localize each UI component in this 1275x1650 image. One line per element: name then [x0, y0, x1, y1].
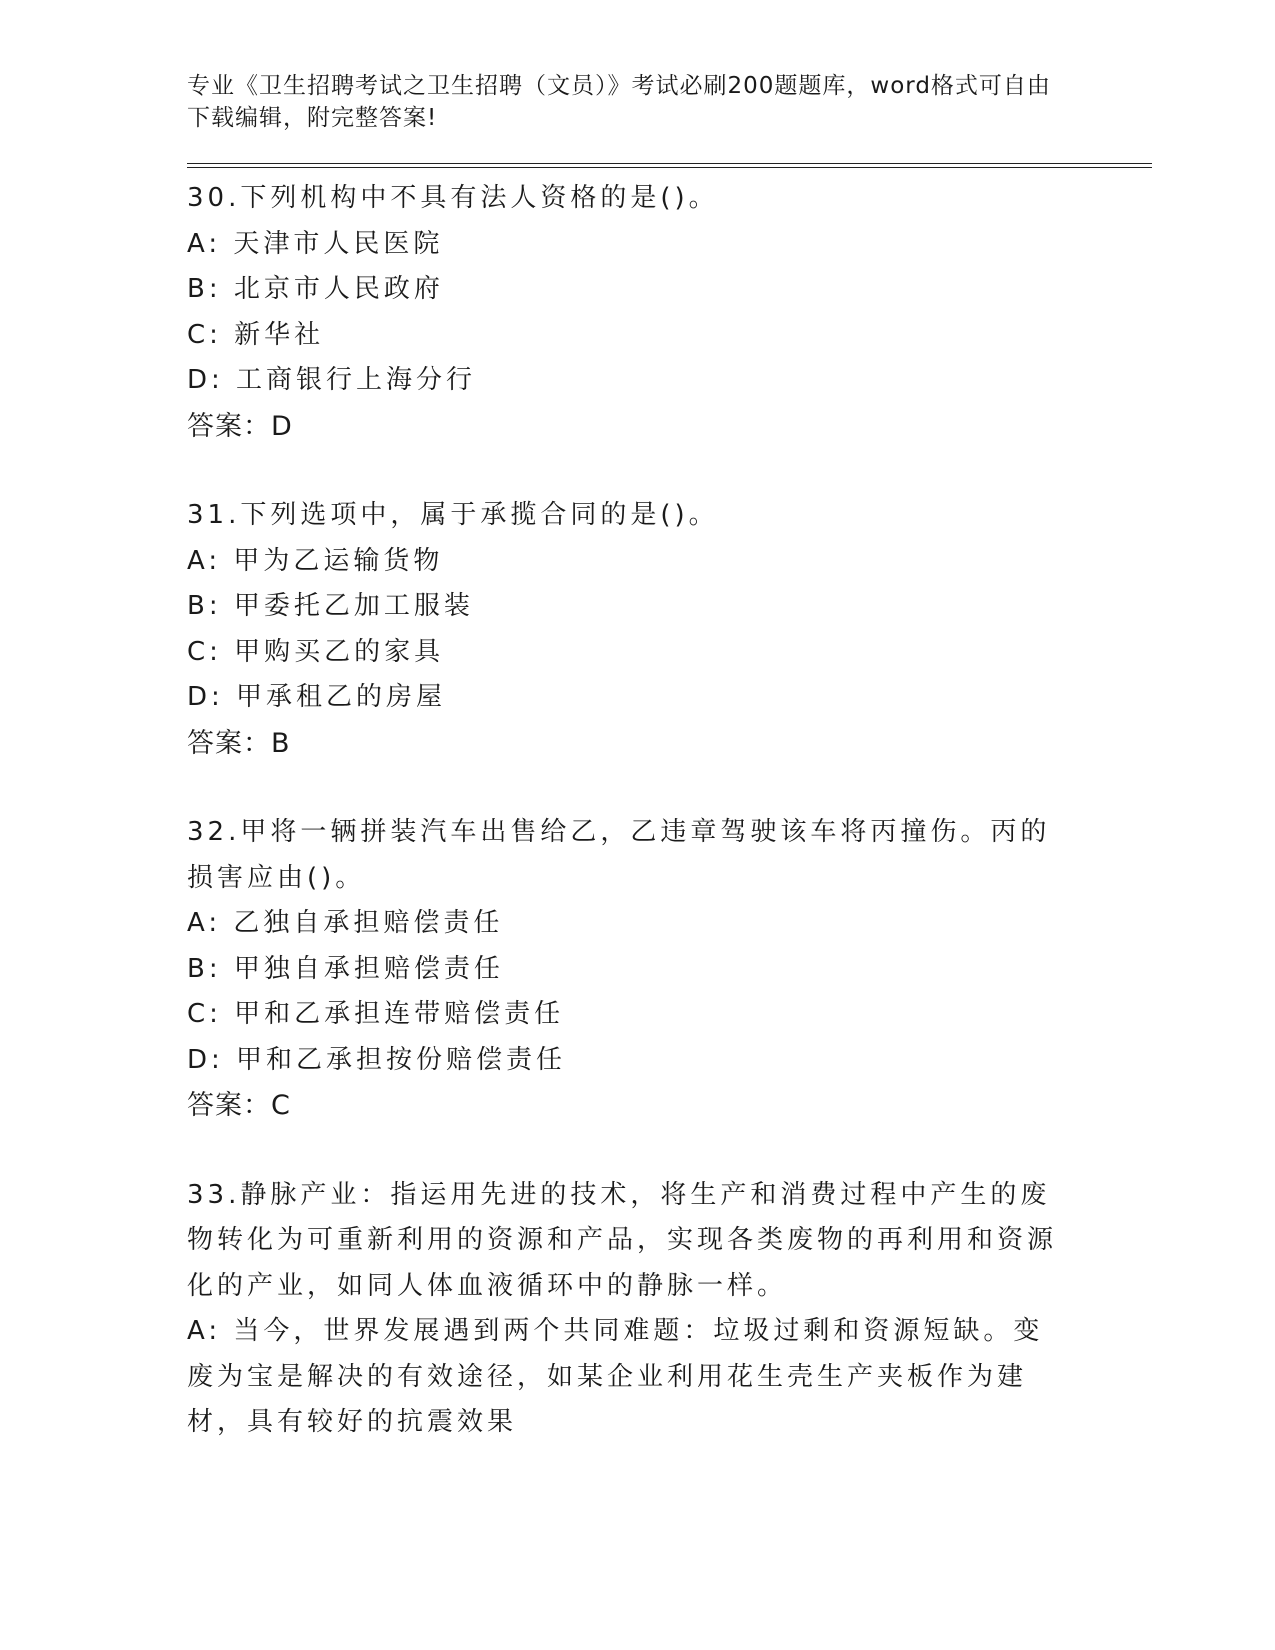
- option-a: A: 当今，世界发展遇到两个共同难题：垃圾过剩和资源短缺。变废为宝是解决的有效途径，如某企业利用花生壳生产夹板作为建材，具有较好的抗震效果: [187, 1316, 1044, 1437]
- question-30: [187, 176, 1152, 449]
- question-33: [187, 1173, 1152, 1446]
- document-header: 专业《卫生招聘考试之卫生招聘（文员）》考试必刷200题题库，word格式可自由下载编辑，附完整答案!: [187, 73, 1051, 131]
- option-a: A: 天津市人民医院: [187, 228, 444, 259]
- document-page: [187, 70, 1152, 1490]
- option-b: B: 甲独自承担赔偿责任: [187, 953, 504, 984]
- option-c: C: 甲购买乙的家具: [187, 636, 445, 667]
- header-divider: [187, 163, 1152, 168]
- question-answer: 答案：C: [187, 1090, 291, 1121]
- question-stem: 32.甲将一辆拼装汽车出售给乙，乙违章驾驶该车将丙撞伤。丙的损害应由()。: [187, 817, 1051, 893]
- option-c: C: 新华社: [187, 319, 325, 350]
- option-d: D: 工商银行上海分行: [187, 365, 477, 395]
- option-b: B: 北京市人民政府: [187, 274, 444, 304]
- question-stem: 30.下列机构中不具有法人资格的是()。: [187, 183, 719, 213]
- option-d: D: 甲和乙承担按份赔偿责任: [187, 1044, 567, 1075]
- question-list: [187, 176, 1152, 1446]
- option-b: B: 甲委托乙加工服装: [187, 591, 474, 621]
- question-answer: 答案：B: [187, 727, 291, 759]
- option-c: C: 甲和乙承担连带赔偿责任: [187, 999, 565, 1029]
- question-stem: 31.下列选项中，属于承揽合同的是()。: [187, 500, 719, 530]
- question-stem: 33.静脉产业：指运用先进的技术，将生产和消费过程中产生的废物转化为可重新利用的资源和产品，实现各类废物的再利用和资源化的产业，如同人体血液循环中的静脉一样。: [187, 1179, 1058, 1301]
- option-a: A: 乙独自承担赔偿责任: [187, 908, 504, 938]
- option-a: A: 甲为乙运输货物: [187, 545, 444, 576]
- divider-line-bottom: [187, 167, 1152, 168]
- question-31: [187, 493, 1152, 766]
- divider-line-top: [187, 163, 1152, 164]
- question-answer: 答案：D: [187, 410, 293, 442]
- option-d: D: 甲承租乙的房屋: [187, 682, 447, 712]
- question-32: [187, 810, 1152, 1129]
